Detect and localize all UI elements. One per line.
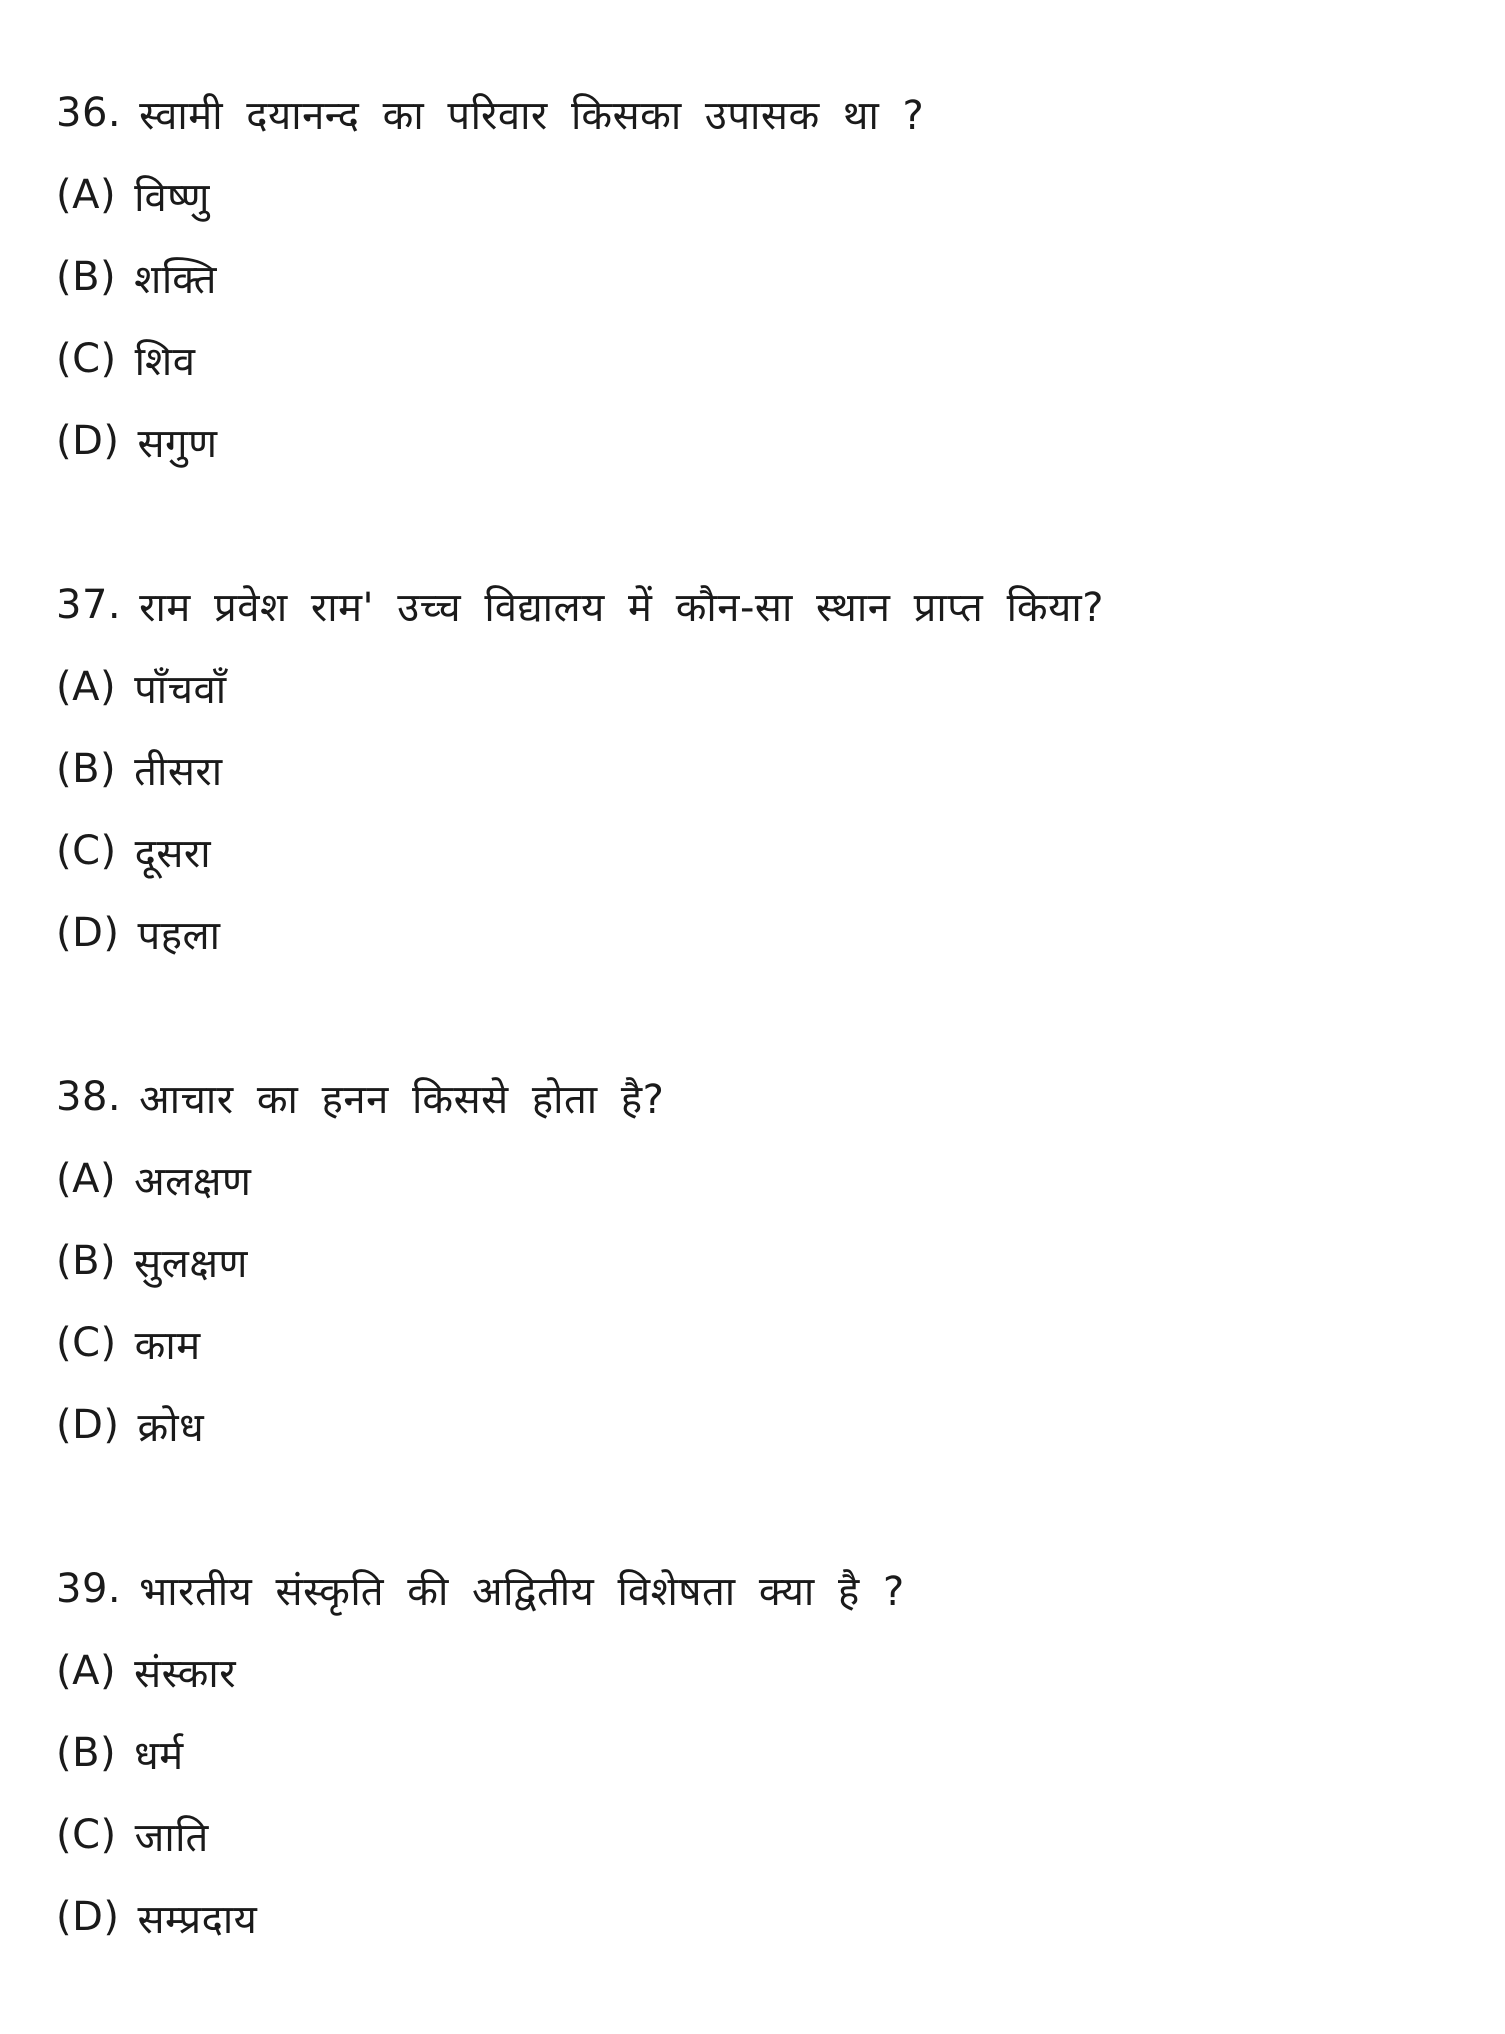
option-b: [56, 1712, 1456, 1794]
option-c: [56, 810, 1456, 892]
option-text: दूसरा: [134, 830, 212, 877]
option-letter: (B): [56, 746, 117, 792]
option-letter: (D): [56, 1402, 120, 1448]
option-a: [56, 646, 1456, 728]
option-letter: (A): [56, 1156, 117, 1202]
question-line: [56, 1056, 1456, 1138]
option-text: संस्कार: [134, 1650, 237, 1697]
option-text: अलक्षण: [134, 1158, 252, 1205]
option-letter: (C): [56, 336, 117, 382]
question-number: 38.: [56, 1074, 122, 1120]
question-number: 39.: [56, 1566, 122, 1612]
option-d: [56, 1876, 1456, 1958]
option-letter: (B): [56, 1238, 117, 1284]
option-text: सुलक्षण: [134, 1240, 248, 1287]
question-text: स्वामी दयानन्द का परिवार किसका उपासक था ?: [139, 92, 925, 139]
question-38: [56, 1056, 1456, 1466]
option-letter: (B): [56, 1730, 117, 1776]
question-text: राम प्रवेश राम' उच्च विद्यालय में कौन-सा स्थान प्राप्त किया?: [139, 584, 1104, 631]
option-b: [56, 1220, 1456, 1302]
question-text: भारतीय संस्कृति की अद्वितीय विशेषता क्या है ?: [139, 1568, 905, 1615]
option-text: शक्ति: [134, 256, 217, 303]
option-text: शिव: [134, 338, 196, 385]
option-d: [56, 400, 1456, 482]
option-b: [56, 236, 1456, 318]
option-letter: (C): [56, 1320, 117, 1366]
option-letter: (C): [56, 828, 117, 874]
option-a: [56, 1138, 1456, 1220]
option-text: सम्प्रदाय: [137, 1896, 258, 1943]
option-text: धर्म: [134, 1732, 184, 1779]
option-a: [56, 154, 1456, 236]
question-text: आचार का हनन किससे होता है?: [139, 1076, 665, 1123]
option-text: पाँचवाँ: [134, 666, 227, 713]
option-c: [56, 318, 1456, 400]
option-letter: (D): [56, 910, 120, 956]
option-letter: (A): [56, 664, 117, 710]
question-39: [56, 1548, 1456, 1958]
option-letter: (A): [56, 172, 117, 218]
question-number: 37.: [56, 582, 122, 628]
question-line: [56, 564, 1456, 646]
option-text: क्रोध: [137, 1404, 205, 1451]
option-letter: (A): [56, 1648, 117, 1694]
option-d: [56, 892, 1456, 974]
option-letter: (D): [56, 1894, 120, 1940]
option-text: तीसरा: [134, 748, 223, 795]
option-text: काम: [134, 1322, 201, 1369]
option-text: सगुण: [137, 420, 218, 467]
option-d: [56, 1384, 1456, 1466]
option-c: [56, 1302, 1456, 1384]
question-37: [56, 564, 1456, 974]
option-c: [56, 1794, 1456, 1876]
option-text: जाति: [134, 1814, 209, 1861]
option-text: पहला: [137, 912, 221, 959]
question-36: [56, 72, 1456, 482]
option-letter: (D): [56, 418, 120, 464]
option-letter: (B): [56, 254, 117, 300]
question-line: [56, 1548, 1456, 1630]
option-b: [56, 728, 1456, 810]
option-a: [56, 1630, 1456, 1712]
question-number: 36.: [56, 90, 122, 136]
option-text: विष्णु: [134, 174, 210, 221]
option-letter: (C): [56, 1812, 117, 1858]
question-line: [56, 72, 1456, 154]
